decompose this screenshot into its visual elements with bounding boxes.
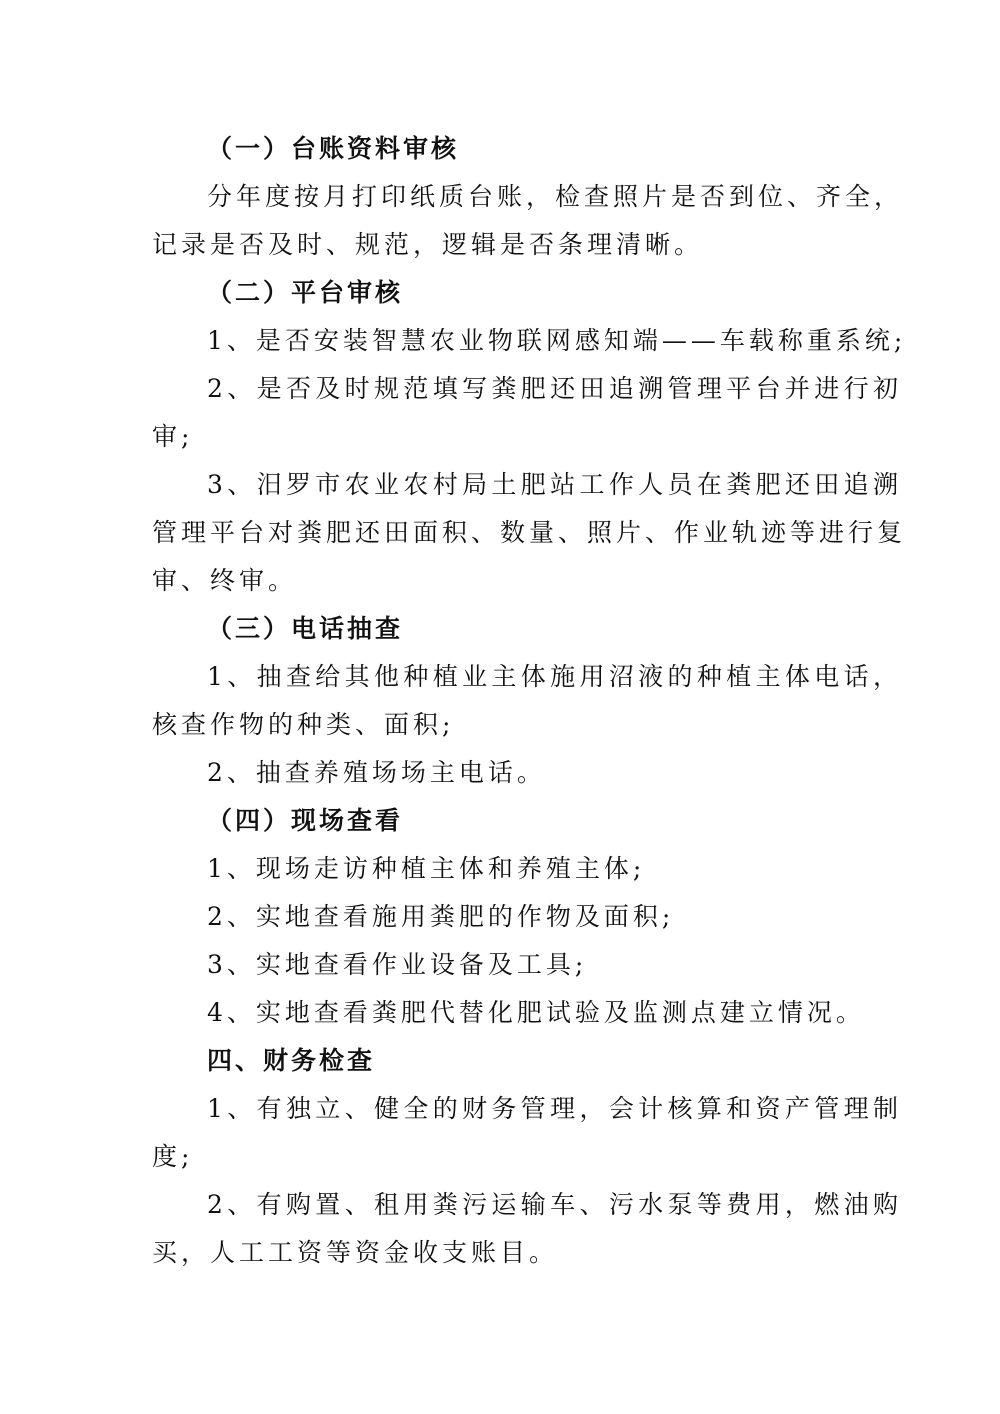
paragraph-line: 1、有独立、健全的财务管理，会计核算和资产管理制 bbox=[207, 1094, 902, 1123]
paragraph-line: 1、抽查给其他种植业主体施用沼液的种植主体电话， bbox=[207, 662, 902, 691]
paragraph-line: 审、终审。 bbox=[152, 566, 298, 595]
section-heading: （二）平台审核 bbox=[207, 278, 404, 307]
section-heading: （四）现场查看 bbox=[207, 806, 404, 835]
paragraph-line: 2、有购置、租用粪污运输车、污水泵等费用，燃油购 bbox=[207, 1190, 902, 1219]
paragraph-line: 3、实地查看作业设备及工具; bbox=[207, 950, 588, 979]
section-heading: （一）台账资料审核 bbox=[207, 134, 460, 163]
paragraph-line: 2、实地查看施用粪肥的作物及面积; bbox=[207, 902, 675, 931]
paragraph-line: 买，人工工资等资金收支账目。 bbox=[152, 1238, 559, 1267]
paragraph-line: 核查作物的种类、面积; bbox=[152, 710, 455, 739]
paragraph-line: 4、实地查看粪肥代替化肥试验及监测点建立情况。 bbox=[207, 998, 865, 1027]
paragraph-line: 1、现场走访种植主体和养殖主体; bbox=[207, 854, 646, 883]
paragraph-line: 审; bbox=[152, 422, 194, 451]
paragraph-line: 3、汨罗市农业农村局土肥站工作人员在粪肥还田追溯 bbox=[207, 470, 902, 499]
paragraph-line: 2、抽查养殖场场主电话。 bbox=[207, 758, 546, 787]
paragraph-line: 记录是否及时、规范，逻辑是否条理清晰。 bbox=[152, 230, 704, 259]
paragraph-line: 2、是否及时规范填写粪肥还田追溯管理平台并进行初 bbox=[207, 374, 902, 403]
document-body bbox=[152, 125, 907, 1277]
section-heading: 四、财务检查 bbox=[207, 1046, 376, 1075]
paragraph-line: 分年度按月打印纸质台账，检查照片是否到位、齐全， bbox=[207, 182, 904, 211]
paragraph-line: 1、是否安装智慧农业物联网感知端——车载称重系统; bbox=[207, 326, 907, 355]
paragraph-line: 度; bbox=[152, 1142, 194, 1171]
section-heading: （三）电话抽查 bbox=[207, 614, 404, 643]
paragraph-line: 管理平台对粪肥还田面积、数量、照片、作业轨迹等进行复 bbox=[152, 518, 907, 547]
